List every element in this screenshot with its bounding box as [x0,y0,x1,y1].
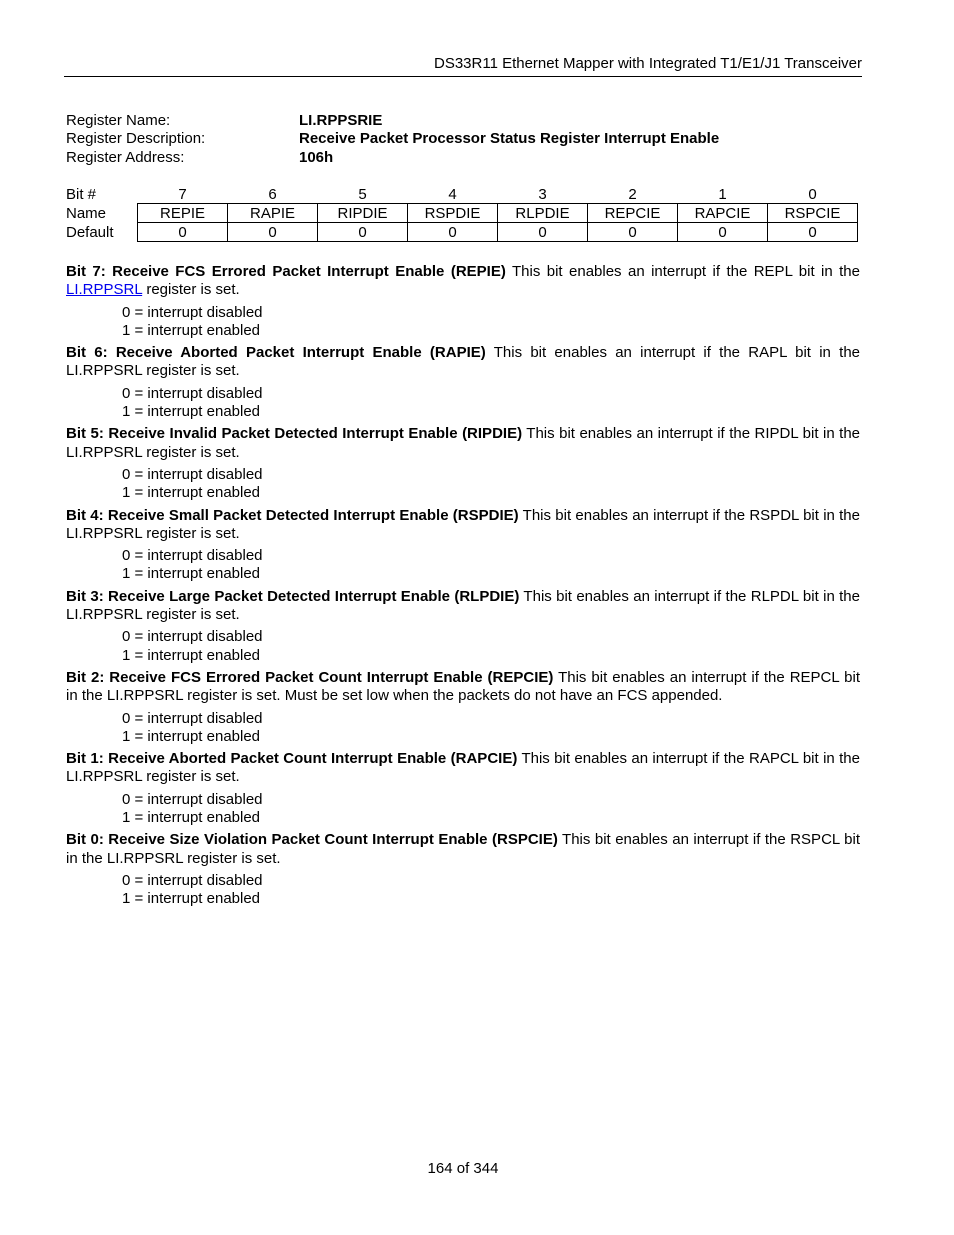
bit-default-cell: 0 [228,223,318,242]
register-name-row [66,112,866,130]
bit-default-cell: 0 [318,223,408,242]
register-name-label: Register Name: [66,112,171,129]
option-disabled: 0 = interrupt disabled [122,547,263,565]
register-name-value: LI.RPPSRIE [299,112,383,129]
option-enabled: 1 = interrupt enabled [122,403,261,421]
bit-number-row [64,185,858,204]
option-enabled: 1 = interrupt enabled [122,727,261,745]
bit2-description [66,669,860,706]
bit2-options [66,710,860,747]
bit1-options [66,791,860,828]
page-number: 164 of 344 [427,1160,499,1177]
bit-text: This bit enables an interrupt if the REPL bit in the [505,263,860,280]
option-enabled: 1 = interrupt enabled [122,565,261,583]
bit-default-cell: 0 [498,223,588,242]
bit-number-cell: 2 [628,185,637,203]
bit-number-cell: 4 [448,185,457,203]
register-address-row [66,149,866,167]
bit-number-cell: 6 [268,185,277,203]
bit-number-cell: 3 [538,185,547,203]
option-enabled: 1 = interrupt enabled [122,809,261,827]
row-label: Default [66,223,114,241]
register-address-label: Register Address: [66,148,185,166]
option-disabled: 0 = interrupt disabled [122,465,263,483]
option-enabled: 1 = interrupt enabled [122,890,261,908]
option-disabled: 0 = interrupt disabled [122,384,263,402]
register-description-value: Receive Packet Processor Status Register Interrupt Enable [299,130,720,148]
bit-title: Bit 2: Receive FCS Errored Packet Count Interrupt Enable (REPCIE) [66,668,554,686]
bit0-description [66,831,860,868]
bit-title: Bit 7: Receive FCS Errored Packet Interrupt Enable (REPIE) [66,263,506,280]
option-enabled: 1 = interrupt enabled [122,484,261,502]
bit-title: Bit 3: Receive Large Packet Detected Interrupt Enable (RLPDIE) [66,587,520,605]
bit6-description [66,344,860,381]
row-label: Bit # [66,185,97,203]
bit-descriptions [66,263,860,913]
bit-text: This bit enables an interrupt if the RAPL bit in the LI.RPPSRL register is set. [66,344,860,380]
bit0-options [66,872,860,909]
bit-title: Bit 1: Receive Aborted Packet Count Interrupt Enable (RAPCIE) [66,750,518,768]
bit-name-row [64,204,858,223]
row-label: Name [66,204,107,222]
bit3-description [66,588,860,625]
bit-name-cell: RSPCIE [768,204,858,223]
bit5-description [66,425,860,462]
bit-title: Bit 5: Receive Invalid Packet Detected Interrupt Enable (RIPDIE) [66,425,523,443]
register-link[interactable]: LI.RPPSRL [66,281,143,299]
bit-name-cell: RSPDIE [408,204,498,223]
bit-number-cell: 0 [808,185,817,203]
bit-text: This bit enables an interrupt if the RAPCL bit in the LI.RPPSRL register is set. [66,750,860,786]
register-info [66,112,866,167]
option-enabled: 1 = interrupt enabled [122,646,261,664]
option-disabled: 0 = interrupt disabled [122,303,263,321]
option-enabled: 1 = interrupt enabled [122,321,261,339]
bit-default-row [64,223,858,242]
option-disabled: 0 = interrupt disabled [122,709,263,727]
bit-name-cell: RAPIE [228,204,318,223]
bit-name-cell: RLPDIE [498,204,588,223]
option-disabled: 0 = interrupt disabled [122,790,263,808]
bit6-options [66,385,860,422]
bit7-options [66,304,860,341]
option-disabled: 0 = interrupt disabled [122,871,263,889]
bit4-options [66,547,860,584]
bit3-options [66,628,860,665]
bit5-options [66,466,860,503]
register-description-label: Register Description: [66,130,206,148]
register-description-row [66,130,866,148]
bit-default-cell: 0 [768,223,858,242]
bit-number-cell: 5 [358,185,367,203]
bit-default-cell: 0 [678,223,768,242]
bit-number-cell: 7 [178,185,187,203]
bit4-description [66,507,860,544]
bit-number-cell: 1 [718,185,727,203]
bit-name-cell: RIPDIE [318,204,408,223]
bit-table [64,185,858,242]
bit-name-cell: REPCIE [588,204,678,223]
bit-text: This bit enables an interrupt if the RSPCL bit in the LI.RPPSRL register is set. [66,831,861,867]
bit-title: Bit 4: Receive Small Packet Detected Interrupt Enable (RSPDIE) [66,506,519,524]
bit-name-cell: REPIE [138,204,228,223]
bit-text: This bit enables an interrupt if the REPCL bit in the LI.RPPSRL register is set. Must be set low when the packets do not have an FCS appended. [66,668,860,705]
bit-text: register is set. [142,281,240,299]
page-header: DS33R11 Ethernet Mapper with Integrated T1/E1/J1 Transceiver [433,55,862,72]
bit-default-cell: 0 [138,223,228,242]
bit1-description [66,750,860,787]
bit-title: Bit 6: Receive Aborted Packet Interrupt Enable (RAPIE) [66,344,486,362]
bit-text: This bit enables an interrupt if the RSPDL bit in the LI.RPPSRL register is set. [66,506,860,542]
bit-title: Bit 0: Receive Size Violation Packet Count Interrupt Enable (RSPCIE) [66,831,558,849]
bit-default-cell: 0 [408,223,498,242]
bit-default-cell: 0 [588,223,678,242]
bit-text: This bit enables an interrupt if the RLPDL bit in the LI.RPPSRL register is set. [66,587,860,624]
bit7-description [66,263,860,300]
bit-name-cell: RAPCIE [678,204,768,223]
option-disabled: 0 = interrupt disabled [122,628,263,646]
register-address-value: 106h [299,148,334,166]
bit-text: This bit enables an interrupt if the RIPDL bit in the LI.RPPSRL register is set. [66,425,861,461]
header-rule [64,76,862,77]
